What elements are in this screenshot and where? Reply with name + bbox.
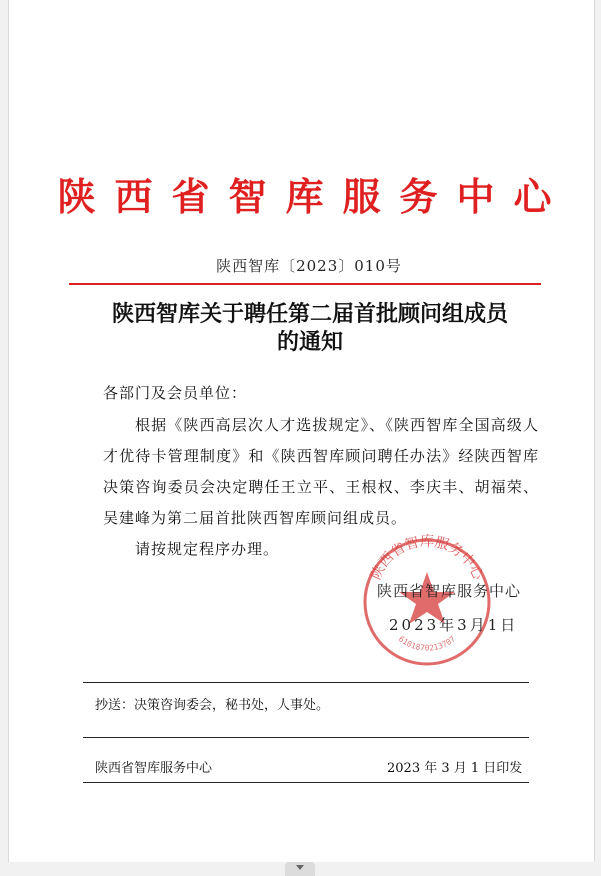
document-page	[8, 0, 595, 862]
official-seal	[357, 532, 497, 672]
notice-title-line2: 的通知	[276, 329, 343, 355]
footer-print-date: 2023 年 3 月 1 日印发	[387, 761, 523, 776]
footer-rule-middle	[83, 737, 529, 738]
body-paragraph: 根据《陕西高层次人才选拔规定》、《陕西智库全国高级人才优待卡管理制度》和《陕西智库顾问聘任办法》经陕西智库决策咨询委员会决定聘任王立平、王根权、李庆丰、胡福荣、吴建峰为第二届首批陕西智库顾问组成员。	[103, 416, 539, 527]
footer-rule-bottom	[83, 782, 529, 783]
red-divider	[69, 283, 541, 285]
notice-title-line1: 陕西智库关于聘任第二届首批顾问组成员	[111, 301, 508, 327]
document-number: 陕西智库〔2023〕010号	[216, 257, 402, 275]
signature-org: 陕西省智库服务中心	[377, 582, 522, 600]
cc-line: 抄送：决策咨询委会，秘书处，人事处。	[95, 698, 330, 713]
salutation: 各部门及会员单位：	[103, 384, 248, 402]
body-paragraph-closing: 请按规定程序办理。	[135, 540, 280, 558]
seal-arc-text: 陕西省智库服务中心	[368, 534, 486, 583]
notice-title	[69, 300, 551, 356]
page-scroll-handle[interactable]	[285, 862, 315, 876]
chevron-down-icon	[296, 865, 304, 870]
signature-date: 2023年3月1日	[389, 616, 519, 634]
footer-rule-top	[83, 682, 529, 683]
seal-code: 6101870213707	[396, 634, 458, 653]
footer-issuer: 陕西省智库服务中心	[95, 761, 213, 776]
agency-header: 陕西省智库服务中心	[57, 174, 571, 219]
